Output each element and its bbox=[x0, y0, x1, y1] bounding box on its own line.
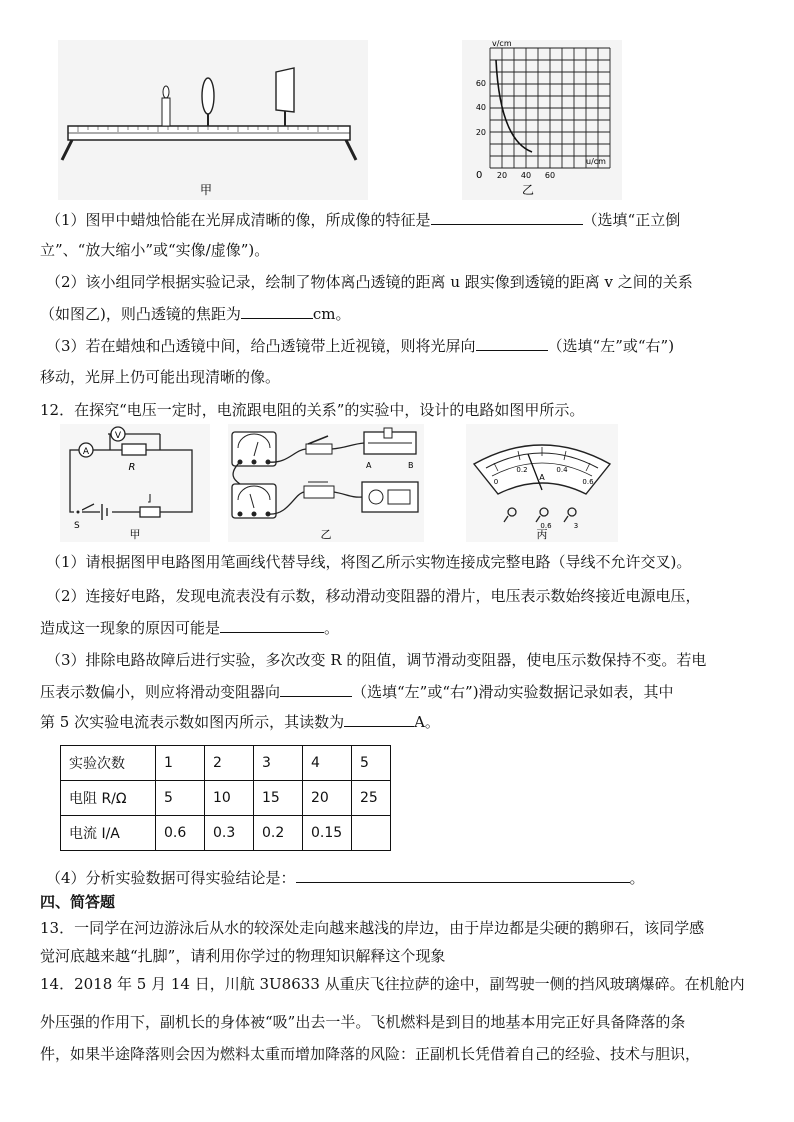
q14-line3: 件，如果半途降落则会因为燃料太重而增加降落的风险：正副机长凭借着自己的经验、技术与胆识， bbox=[40, 1045, 701, 1063]
answer-blank-conclusion[interactable] bbox=[296, 866, 630, 883]
ammeter-dial-figure bbox=[466, 424, 618, 542]
voltmeter-symbol bbox=[111, 427, 125, 441]
svg-text:R: R bbox=[128, 462, 136, 473]
q12-part1: （1）请根据图甲电路图用笔画线代替导线，将图乙所示实物连接成完整电路（导线不允许交叉)。 bbox=[46, 553, 692, 571]
q11-part3-cont: 移动，光屏上仍可能出现清晰的像。 bbox=[40, 368, 281, 386]
q12-intro: 12．在探究“电压一定时，电流跟电阻的关系”的实验中，设计的电路如图甲所示。 bbox=[40, 401, 585, 419]
candle bbox=[162, 86, 170, 126]
table-row: 电阻 R/Ω 5 10 15 20 25 bbox=[61, 781, 391, 816]
q11-part1: （1）图甲中蜡烛恰能在光屏成清晰的像，所成像的特征是 （选填“正立倒 bbox=[46, 208, 766, 232]
empty-cell-answer[interactable] bbox=[352, 816, 391, 851]
answer-blank-screen-direction[interactable] bbox=[476, 334, 548, 351]
dial-terminal-label: 0.6 bbox=[540, 522, 552, 530]
answer-blank-image-features[interactable] bbox=[431, 208, 583, 225]
power-supply-device bbox=[362, 482, 418, 512]
circuit-label-jia: 甲 bbox=[129, 528, 141, 541]
voltmeter-device bbox=[232, 484, 276, 518]
dial-scale-label: 0.2 bbox=[516, 466, 528, 474]
ammeter-device bbox=[232, 432, 276, 466]
section-title: 四、简答题 bbox=[40, 893, 116, 911]
figure-label-jia: 甲 bbox=[199, 183, 213, 197]
optical-bench-figure bbox=[58, 40, 368, 200]
graph-xtick: 60 bbox=[544, 171, 556, 180]
q12-part3-cont: 压表示数偏小，则应将滑动变阻器向 （选填“左”或“右”)滑动实验数据记录如表，其中 bbox=[40, 680, 760, 704]
q12-part4: （4）分析实验数据可得实验结论是： 。 bbox=[46, 866, 766, 890]
battery-symbol bbox=[100, 504, 112, 520]
answer-blank-focal-length[interactable] bbox=[241, 302, 313, 319]
circuit-label-yi: 乙 bbox=[320, 528, 332, 541]
figure-label-yi: 乙 bbox=[521, 183, 535, 197]
ammeter-symbol bbox=[79, 443, 93, 457]
svg-text:A: A bbox=[366, 461, 372, 470]
physical-circuit-figure bbox=[228, 424, 424, 542]
svg-text:S: S bbox=[74, 521, 80, 531]
graph-ytick: 60 bbox=[475, 79, 486, 88]
svg-text:V: V bbox=[114, 431, 122, 441]
answer-blank-fault-cause[interactable] bbox=[220, 616, 324, 633]
q11-part2-cont: （如图乙)，则凸透镜的焦距为 cm。 bbox=[40, 302, 760, 326]
q14-line1: 14．2018 年 5 月 14 日，川航 3U8633 从重庆飞往拉萨的途中，副驾驶一侧的挡风玻璃爆碎。在机舱内 bbox=[40, 975, 745, 993]
experiment-data-table bbox=[60, 745, 391, 851]
dial-scale-label: 0.4 bbox=[556, 466, 568, 474]
q13-line1: 13．一同学在河边游泳后从水的较深处走向越来越浅的岸边，由于岸边都是尖硬的鹅卵石，该同学感 bbox=[40, 919, 705, 937]
circuit-diagram-figure bbox=[60, 424, 210, 542]
svg-text:A: A bbox=[82, 447, 90, 457]
answer-blank-slider-direction[interactable] bbox=[280, 680, 352, 697]
graph-xlabel: u/cm bbox=[586, 157, 606, 166]
dial-unit-label: A bbox=[539, 473, 545, 482]
svg-text:B: B bbox=[408, 461, 414, 470]
q12-part3: （3）排除电路故障后进行实验，多次改变 R 的阻值，调节滑动变阻器，使电压示数保持不变。若电 bbox=[46, 651, 707, 669]
q12-part3-cont2: 第 5 次实验电流表示数如图丙所示，其读数为 A。 bbox=[40, 710, 760, 734]
dial-scale-label: 0.6 bbox=[582, 478, 594, 486]
q11-part2: （2）该小组同学根据实验记录，绘制了物体离凸透镜的距离 u 跟实像到透镜的距离 v 之间的关系 bbox=[46, 273, 693, 291]
graph-ytick: 20 bbox=[475, 128, 486, 137]
q11-part1-cont: 立”、“放大缩小”或“实像/虚像”)。 bbox=[40, 241, 270, 259]
circuit-label-bing: 丙 bbox=[536, 528, 548, 541]
dial-scale-label: 0 bbox=[493, 478, 499, 486]
graph-xtick: 40 bbox=[520, 171, 532, 180]
graph-origin: 0 bbox=[476, 170, 483, 181]
q14-line2: 外压强的作用下，副机长的身体被“吸”出去一半。飞机燃料是到目的地基本用完正好具备降落的条 bbox=[40, 1013, 686, 1031]
graph-ytick: 40 bbox=[475, 103, 486, 112]
q12-part2-cont: 造成这一现象的原因可能是 。 bbox=[40, 616, 760, 640]
table-row: 实验次数 1 2 3 4 5 bbox=[61, 746, 391, 781]
graph-ylabel: v/cm bbox=[492, 40, 512, 48]
q11-part3: （3）若在蜡烛和凸透镜中间，给凸透镜带上近视镜，则将光屏向 （选填“左”或“右”) bbox=[46, 334, 766, 358]
uv-graph-figure bbox=[462, 40, 622, 200]
q12-part2: （2）连接好电路，发现电流表没有示数，移动滑动变阻器的滑片，电压表示数始终接近电源电压， bbox=[46, 587, 701, 605]
table-row: 电流 I/A 0.6 0.3 0.2 0.15 bbox=[61, 816, 391, 851]
answer-blank-current-reading[interactable] bbox=[344, 710, 414, 727]
graph-xtick: 20 bbox=[496, 171, 508, 180]
dial-terminal-label: 3 bbox=[573, 522, 579, 530]
q13-line2: 觉河底越来越“扎脚”，请利用你学过的物理知识解释这个现象 bbox=[40, 947, 446, 965]
